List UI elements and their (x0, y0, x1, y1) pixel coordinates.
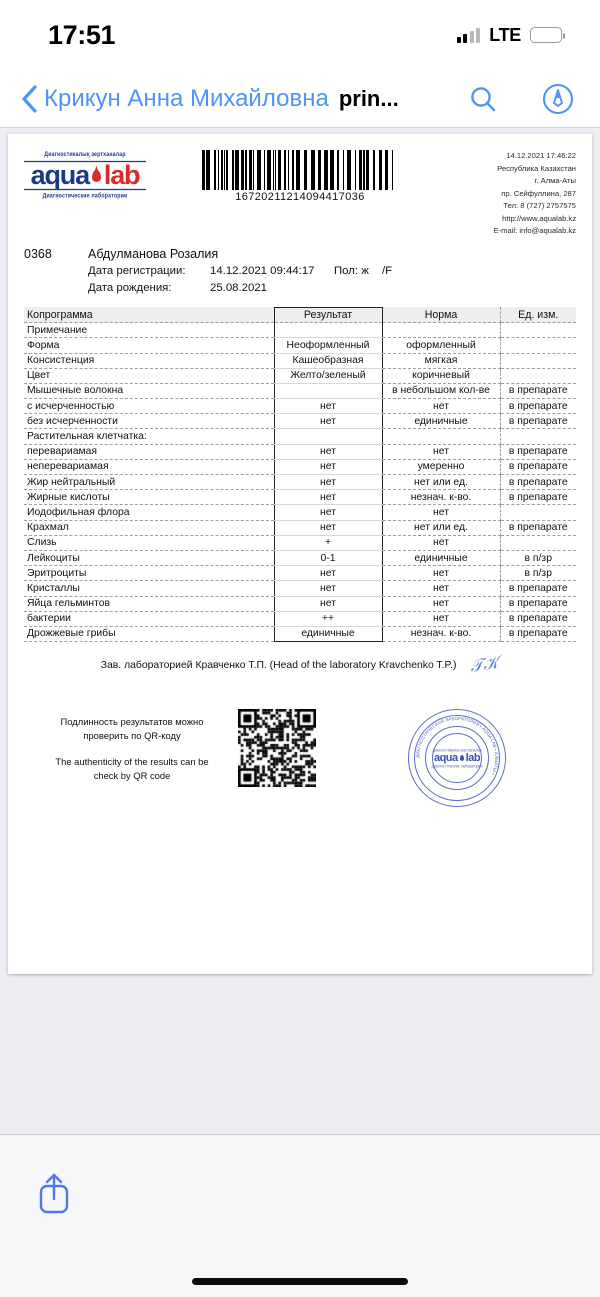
address-line-6: E-mail: info@aqualab.kz (493, 226, 576, 236)
cell-norm: нет (382, 399, 500, 414)
qr-text-ru-2: проверить по QR-коду (83, 730, 181, 742)
cell-parameter: Жирные кислоты (24, 490, 274, 505)
table-row (24, 505, 576, 520)
stamp-caption-bottom: Диагностические лаборатории (431, 763, 483, 769)
cell-unit (500, 323, 576, 338)
table-row (24, 475, 576, 490)
cell-unit: в п/зр (500, 550, 576, 565)
signature-text: Зав. лабораторией Кравченко Т.П. (Head of the laboratory Kravchenko T.P.) (100, 659, 457, 671)
table-row (24, 368, 576, 383)
cell-unit (500, 368, 576, 383)
cell-parameter: перевариамая (24, 444, 274, 459)
cell-parameter: Эритроциты (24, 566, 274, 581)
cell-result: нет (274, 490, 382, 505)
barcode-block (174, 148, 426, 203)
cell-result: нет (274, 399, 382, 414)
report-page (8, 134, 592, 974)
header-result: Результат (274, 307, 382, 322)
stamp-center (408, 709, 506, 807)
cell-result: нет (274, 414, 382, 429)
logo-wordmark (24, 162, 146, 189)
stamp-drop-icon (460, 755, 464, 761)
logo-top-caption: Диагностикалық зертханалар (24, 151, 146, 162)
table-header-row (24, 307, 576, 322)
table-row (24, 323, 576, 338)
share-icon[interactable] (34, 1169, 74, 1217)
cell-unit: в препарате (500, 459, 576, 474)
cell-parameter: Цвет (24, 368, 274, 383)
status-bar (0, 0, 600, 70)
sex-code: /F (382, 264, 393, 277)
cell-result: + (274, 535, 382, 550)
cell-norm: нет (382, 611, 500, 626)
chevron-left-icon (20, 84, 38, 114)
cell-parameter: неперевариамая (24, 459, 274, 474)
cell-result: нет (274, 505, 382, 520)
table-row (24, 626, 576, 641)
cell-unit: в препарате (500, 444, 576, 459)
cell-result: Желто/зеленый (274, 368, 382, 383)
cell-norm: умеренно (382, 459, 500, 474)
handwritten-signature-icon: 𝒯𝒦 (468, 652, 501, 677)
cell-unit: в препарате (500, 490, 576, 505)
cell-norm: нет (382, 581, 500, 596)
cell-result: нет (274, 596, 382, 611)
cell-norm: нет (382, 535, 500, 550)
header-norm: Норма (382, 307, 500, 322)
qr-text-en-1: The authenticity of the results can be (55, 756, 209, 768)
cell-unit: в п/зр (500, 566, 576, 581)
cell-parameter: Дрожжевые грибы (24, 626, 274, 641)
lab-address-block (426, 148, 576, 238)
cell-norm: единичные (382, 550, 500, 565)
cell-norm: нет или ед. (382, 475, 500, 490)
signal-bars-icon (457, 28, 481, 43)
cell-result: нет (274, 566, 382, 581)
cell-parameter: Форма (24, 338, 274, 353)
status-indicators (457, 25, 562, 46)
cell-norm: единичные (382, 414, 500, 429)
barcode-number: 16720211214094417036 (235, 191, 365, 203)
table-row (24, 535, 576, 550)
address-line-4: Тел: 8 (727) 2757575 (503, 201, 576, 211)
cell-unit: в препарате (500, 383, 576, 398)
battery-icon (530, 27, 562, 43)
home-indicator (192, 1278, 408, 1285)
cell-parameter: с исчерченностью (24, 399, 274, 414)
search-icon[interactable] (468, 84, 498, 114)
stamp-lab-text: lab (465, 752, 481, 765)
table-row (24, 520, 576, 535)
registration-label: Дата регистрации: (88, 264, 186, 277)
cell-unit: в препарате (500, 626, 576, 641)
lab-logo (24, 148, 174, 199)
nav-title-group (44, 85, 450, 113)
header-unit: Ед. изм. (500, 307, 576, 322)
cell-unit: в препарате (500, 520, 576, 535)
table-row (24, 550, 576, 565)
table-row (24, 414, 576, 429)
cell-result (274, 429, 382, 444)
registration-value: 14.12.2021 09:44:17 (210, 264, 315, 277)
document-title: prin... (338, 85, 399, 111)
cell-norm: нет или ед. (382, 520, 500, 535)
cell-parameter: Мышечные волокна (24, 383, 274, 398)
cell-norm: мягкая (382, 353, 500, 368)
official-round-stamp-icon (408, 709, 506, 807)
table-body (24, 323, 576, 642)
back-label[interactable]: Крикун Анна Михайловна (44, 84, 329, 112)
logo-lab-text: lab (103, 160, 140, 190)
cell-unit (500, 353, 576, 368)
logo-aqua-text: aqua (30, 160, 89, 190)
document-scroll-area[interactable] (0, 128, 600, 1134)
qr-text-ru-1: Подлинность результатов можно (60, 716, 204, 728)
back-button[interactable] (14, 84, 44, 114)
sex-label: Пол: ж (334, 264, 369, 277)
birth-value: 25.08.2021 (210, 282, 268, 295)
cell-unit (500, 338, 576, 353)
network-label: LTE (489, 24, 521, 45)
table-row (24, 383, 576, 398)
qr-text-en-2: check by QR code (93, 770, 171, 782)
cell-unit: в препарате (500, 611, 576, 626)
cell-parameter: без исчерченности (24, 414, 274, 429)
cell-norm (382, 429, 500, 444)
signature-line (24, 652, 576, 677)
cell-result: ++ (274, 611, 382, 626)
cell-parameter: Примечание (24, 323, 274, 338)
cell-norm (382, 323, 500, 338)
address-line-5: http://www.aqualab.kz (502, 213, 576, 223)
patient-name: Абдулманова Розалия (88, 246, 219, 261)
bottom-toolbar (0, 1134, 600, 1297)
cell-norm: нет (382, 596, 500, 611)
cell-result: нет (274, 459, 382, 474)
logo-bottom-caption: Диагностические лаборатории (24, 189, 146, 200)
stamp-caption-top: Диагностикалық зертханалар (432, 747, 482, 753)
table-row (24, 459, 576, 474)
cell-unit (500, 535, 576, 550)
cell-norm: нет (382, 444, 500, 459)
blood-drop-icon (92, 170, 101, 182)
table-row (24, 353, 576, 368)
cell-result (274, 323, 382, 338)
qr-verification-section (24, 709, 576, 807)
table-row (24, 490, 576, 505)
cell-result: нет (274, 581, 382, 596)
qr-instructions (32, 709, 232, 783)
cell-norm: в небольшом кол-ве (382, 383, 500, 398)
cell-parameter: Кристаллы (24, 581, 274, 596)
cell-result: нет (274, 475, 382, 490)
cell-parameter: бактерии (24, 611, 274, 626)
patient-info (24, 247, 576, 298)
table-row (24, 338, 576, 353)
cell-norm: незнач. к-во. (382, 490, 500, 505)
address-line-1: Республика Казахстан (497, 163, 576, 173)
table-row (24, 444, 576, 459)
cell-parameter: Крахмал (24, 520, 274, 535)
nav-actions (450, 83, 574, 115)
cell-result: Кашеобразная (274, 353, 382, 368)
table-row (24, 566, 576, 581)
table-row (24, 596, 576, 611)
cell-unit: в препарате (500, 414, 576, 429)
cell-parameter: Консистенция (24, 353, 274, 368)
address-line-0: 14.12.2021 17:46:22 (506, 151, 576, 160)
cell-norm: незнач. к-во. (382, 626, 500, 641)
cell-result (274, 383, 382, 398)
barcode-icon (202, 150, 398, 190)
navigation-bar (0, 70, 600, 128)
cell-unit: в препарате (500, 475, 576, 490)
cell-parameter: Жир нейтральный (24, 475, 274, 490)
stamp-aqua-text: aqua (433, 752, 458, 765)
cell-result: 0-1 (274, 550, 382, 565)
coprogram-results-table (24, 307, 576, 642)
stamp-ring-label: ДИАГНОСТИЧЕСКАЯ ЛАБОРАТОРИЯ • AQUA LAB • АЛМАТЫ • (414, 716, 500, 776)
cell-unit: в препарате (500, 596, 576, 611)
table-row (24, 611, 576, 626)
cell-norm: нет (382, 566, 500, 581)
table-head (24, 307, 576, 322)
cell-norm: оформленный (382, 338, 500, 353)
table-row (24, 429, 576, 444)
address-line-2: г. Алма-Аты (534, 176, 576, 186)
cell-unit (500, 429, 576, 444)
cell-norm: коричневый (382, 368, 500, 383)
address-line-3: пр. Сейфуллина, 287 (501, 188, 576, 198)
cell-unit: в препарате (500, 581, 576, 596)
cell-unit: в препарате (500, 399, 576, 414)
cell-parameter: Лейкоциты (24, 550, 274, 565)
qr-code-icon[interactable] (238, 709, 316, 787)
markup-pen-icon[interactable] (542, 83, 574, 115)
cell-parameter: Растительная клетчатка: (24, 429, 274, 444)
cell-parameter: Иодофильная флора (24, 505, 274, 520)
patient-id: 0368 (24, 246, 52, 261)
cell-parameter: Яйца гельминтов (24, 596, 274, 611)
status-time: 17:51 (48, 19, 116, 50)
table-row (24, 399, 576, 414)
cell-result: единичные (274, 626, 382, 641)
birth-label: Дата рождения: (88, 282, 172, 295)
cell-result: Неоформленный (274, 338, 382, 353)
cell-result: нет (274, 444, 382, 459)
table-row (24, 581, 576, 596)
header-parameter: Копрограмма (24, 307, 274, 322)
report-header (24, 148, 576, 238)
cell-result: нет (274, 520, 382, 535)
cell-norm: нет (382, 505, 500, 520)
cell-parameter: Слизь (24, 535, 274, 550)
cell-unit (500, 505, 576, 520)
